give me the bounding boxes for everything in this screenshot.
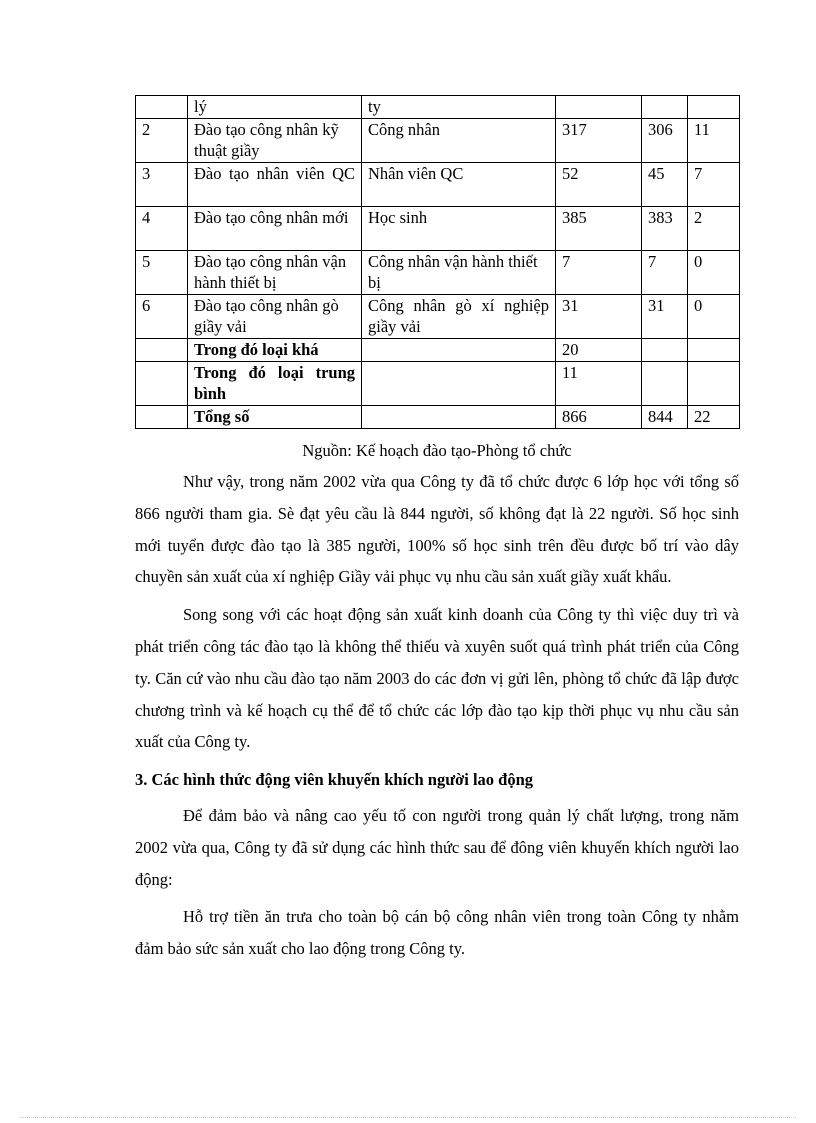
failed-cell: 7 [688,163,740,207]
failed-cell: 2 [688,207,740,251]
total-cell: 7 [556,251,642,295]
paragraph: Để đảm bảo và nâng cao yếu tố con người trong quản lý chất lượng, trong năm 2002 vừa qua, Công ty đã sử dụng các hình thức sau để đông viên khuyến khích người lao động: [135,805,739,889]
summary-label: Tổng số [188,406,362,429]
page-bottom-divider [20,1117,796,1118]
total-cell: 866 [556,406,642,429]
passed-cell: 31 [642,295,688,339]
empty-cell [362,339,556,362]
empty-cell [362,406,556,429]
table-row [136,207,740,251]
failed-cell: 22 [688,406,740,429]
row-number: 3 [136,163,188,207]
failed-cell [688,339,740,362]
paragraph: Như vậy, trong năm 2002 vừa qua Công ty đã tổ chức được 6 lớp học với tổng số 866 người tham gia. Sè đạt yêu cầu là 844 người, số không đạt là 22 người. Số học sinh mới tuyển được đào tạo là 385 người, 100% số học sinh trên đều được bố trí vào dây chuyền sản xuất của xí nghiệp Giầy vải phục vụ nhu cầu sản xuất giầy xuất khẩu. [135,472,739,587]
row-number: 4 [136,207,188,251]
section-heading: 3. Các hình thức động viên khuyến khích người lao động [135,770,534,790]
failed-cell: 0 [688,295,740,339]
total-cell: 385 [556,207,642,251]
program-cell: Đào tạo công nhân kỹ thuật giầy [188,119,362,163]
target-cell: Công nhân vận hành thiết bị [362,251,556,295]
target-cell: ty [362,96,556,119]
table-source-caption: Nguồn: Kế hoạch đào tạo-Phòng tổ chức [302,441,572,460]
total-row [136,406,740,429]
empty-cell [136,339,188,362]
row-number: 6 [136,295,188,339]
failed-cell: 11 [688,119,740,163]
passed-cell: 383 [642,207,688,251]
program-cell: Đào tạo công nhân vận hành thiết bị [188,251,362,295]
body-text [135,466,739,971]
failed-cell [688,362,740,406]
program-cell: Đào tạo công nhân gò giầy vải [188,295,362,339]
total-cell: 31 [556,295,642,339]
total-cell [556,96,642,119]
passed-cell [642,96,688,119]
target-cell: Học sinh [362,207,556,251]
program-cell: Đào tạo nhân viên QC [188,163,362,207]
table-row [136,119,740,163]
total-cell: 52 [556,163,642,207]
row-number: 5 [136,251,188,295]
training-results-table [135,95,740,429]
table-row [136,96,740,119]
passed-cell: 844 [642,406,688,429]
paragraph: Song song với các hoạt động sản xuất kinh doanh của Công ty thì việc duy trì và phát triển công tác đào tạo là không thể thiếu và xuyên suốt quá trình phát triển của Công ty. Căn cứ vào nhu cầu đào tạo năm 2003 do các đơn vị gửi lên, phòng tổ chức đã lập được chương trình và kế hoạch cụ thể để tổ chức các lớp đào tạo kịp thời phục vụ nhu cầu sản xuất của Công ty. [135,605,739,752]
passed-cell [642,339,688,362]
summary-label: Trong đó loại khá [188,339,362,362]
paragraph: Hỗ trợ tiền ăn trưa cho toàn bộ cán bộ công nhân viên trong toàn Công ty nhằm đảm bảo sức sản xuất cho lao động trong Công ty. [135,907,739,959]
total-cell: 20 [556,339,642,362]
summary-label: Trong đó loại trung bình [188,362,362,406]
row-number: 2 [136,119,188,163]
program-cell: lý [188,96,362,119]
program-cell: Đào tạo công nhân mới [188,207,362,251]
total-cell: 317 [556,119,642,163]
passed-cell: 7 [642,251,688,295]
total-cell: 11 [556,362,642,406]
passed-cell: 45 [642,163,688,207]
failed-cell: 0 [688,251,740,295]
summary-row [136,339,740,362]
passed-cell: 306 [642,119,688,163]
row-number [136,96,188,119]
table-row [136,163,740,207]
table-row [136,295,740,339]
target-cell: Công nhân gò xí nghiệp giầy vải [362,295,556,339]
empty-cell [362,362,556,406]
failed-cell [688,96,740,119]
target-cell: Công nhân [362,119,556,163]
empty-cell [136,362,188,406]
table-row [136,251,740,295]
summary-row [136,362,740,406]
passed-cell [642,362,688,406]
empty-cell [136,406,188,429]
target-cell: Nhân viên QC [362,163,556,207]
